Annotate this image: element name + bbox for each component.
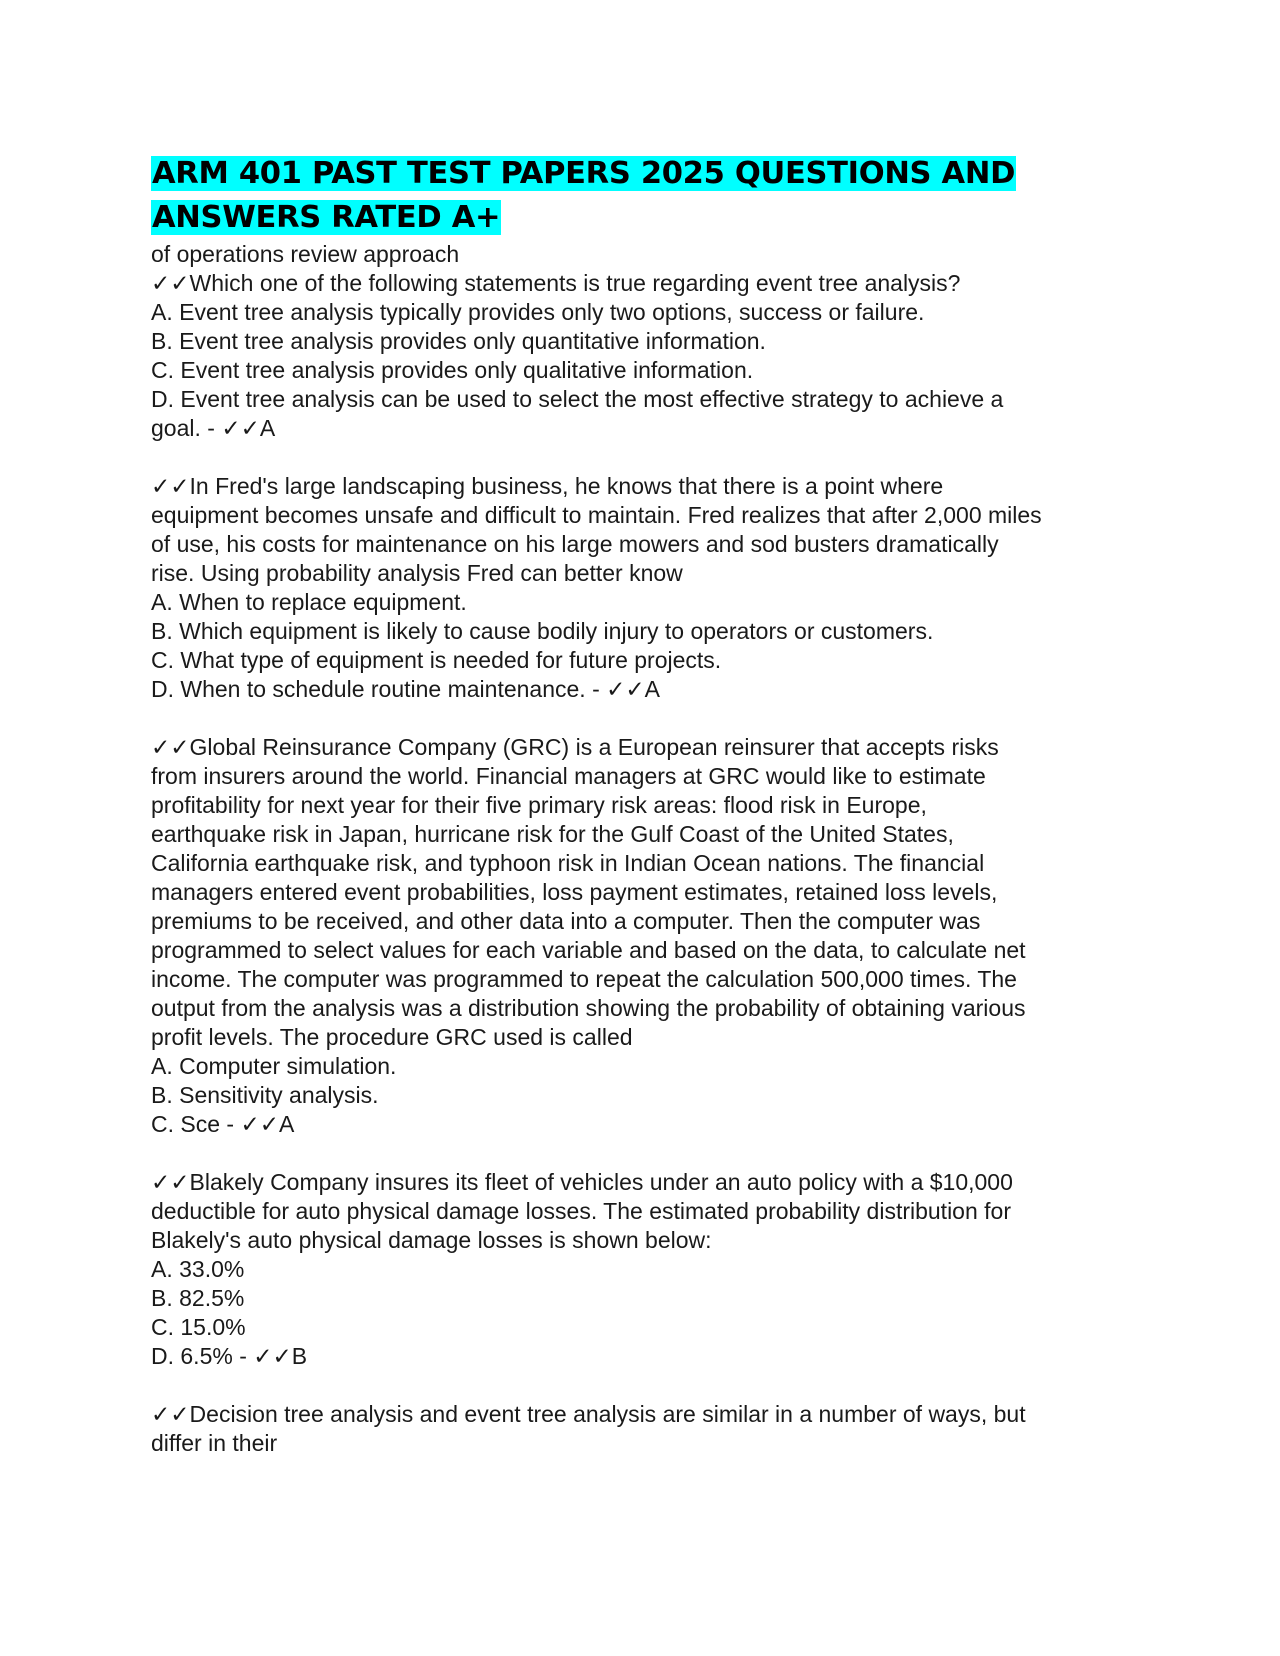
text-line: equipment becomes unsafe and difficult to maintain. Fred realizes that after 2,000 miles [151,502,1042,528]
text-line: ✓✓In Fred's large landscaping business, he knows that there is a point where [151,473,944,499]
text-line: premiums to be received, and other data into a computer. Then the computer was [151,908,981,934]
text-line: earthquake risk in Japan, hurricane risk for the Gulf Coast of the United States, [151,821,954,847]
text-line: California earthquake risk, and typhoon risk in Indian Ocean nations. The financial [151,850,985,876]
paragraph-gap [151,1139,1141,1168]
text-line: from insurers around the world. Financial managers at GRC would like to estimate [151,763,986,789]
text-line: deductible for auto physical damage losses. The estimated probability distribution for [151,1198,1011,1224]
text-line: ✓✓Global Reinsurance Company (GRC) is a European reinsurer that accepts risks [151,734,999,760]
text-line: profitability for next year for their five primary risk areas: flood risk in Europe, [151,792,927,818]
text-line: A. Computer simulation. [151,1053,397,1079]
paragraph-gap [151,704,1141,733]
text-line: B. Sensitivity analysis. [151,1082,379,1108]
text-line: goal. - ✓✓A [151,415,276,441]
text-line: B. Event tree analysis provides only quantitative information. [151,328,766,354]
text-line: C. Event tree analysis provides only qualitative information. [151,357,754,383]
text-line: A. 33.0% [151,1256,245,1282]
text-line: programmed to select values for each variable and based on the data, to calculate net [151,937,1026,963]
text-line: income. The computer was programmed to repeat the calculation 500,000 times. The [151,966,1017,992]
document-title [151,152,1141,240]
text-line: C. What type of equipment is needed for future projects. [151,647,722,673]
text-line: B. 82.5% [151,1285,245,1311]
text-line: of operations review approach [151,241,460,267]
text-line: A. When to replace equipment. [151,589,467,615]
text-line: Blakely's auto physical damage losses is shown below: [151,1227,712,1253]
document-content [151,152,1141,1458]
text-line: differ in their [151,1430,278,1456]
text-line: managers entered event probabilities, loss payment estimates, retained loss levels, [151,879,998,905]
document-body [151,240,1141,1458]
text-line: output from the analysis was a distribution showing the probability of obtaining various [151,995,1026,1021]
title-line-2: ANSWERS RATED A+ [152,200,501,235]
text-line: ✓✓Decision tree analysis and event tree analysis are similar in a number of ways, but [151,1401,1026,1427]
paragraph-gap [151,443,1141,472]
text-line: ✓✓Blakely Company insures its fleet of vehicles under an auto policy with a $10,000 [151,1169,1013,1195]
text-line: D. 6.5% - ✓✓B [151,1343,308,1369]
text-line: C. Sce - ✓✓A [151,1111,295,1137]
text-line: B. Which equipment is likely to cause bodily injury to operators or customers. [151,618,934,644]
text-line: profit levels. The procedure GRC used is called [151,1024,633,1050]
text-line: A. Event tree analysis typically provides only two options, success or failure. [151,299,925,325]
text-line: ✓✓Which one of the following statements is true regarding event tree analysis? [151,270,961,296]
text-line: C. 15.0% [151,1314,246,1340]
text-line: of use, his costs for maintenance on his large mowers and sod busters dramatically [151,531,999,557]
title-line-1: ARM 401 PAST TEST PAPERS 2025 QUESTIONS AND [152,156,1016,191]
paragraph-gap [151,1371,1141,1400]
text-line: D. When to schedule routine maintenance. - ✓✓A [151,676,661,702]
text-line: rise. Using probability analysis Fred can better know [151,560,683,586]
text-line: D. Event tree analysis can be used to select the most effective strategy to achieve a [151,386,1004,412]
